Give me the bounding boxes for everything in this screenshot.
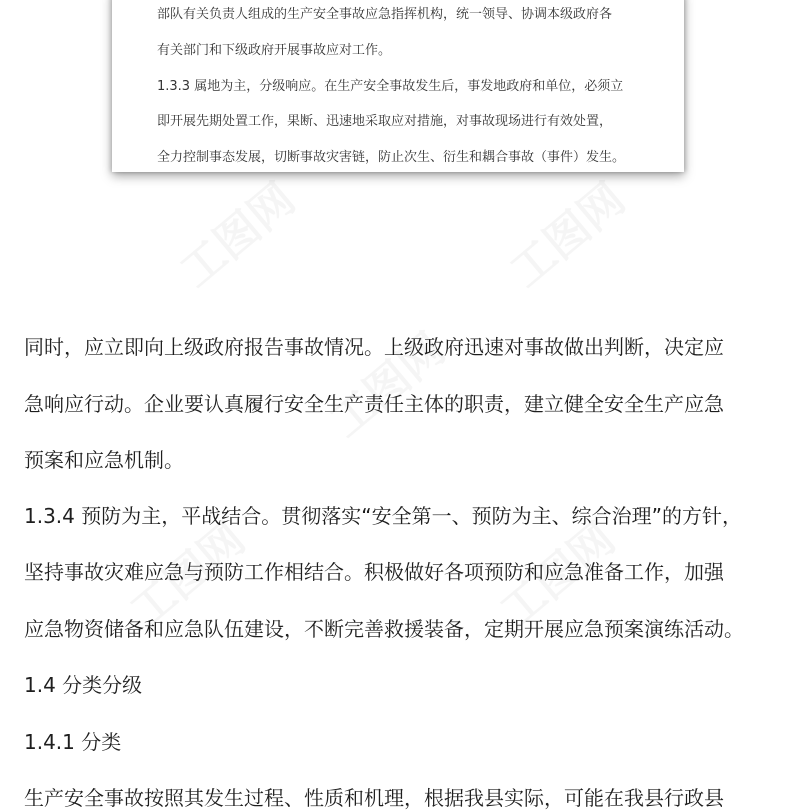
body-line-3: 预案和应急机制。 — [24, 448, 184, 472]
section-heading-1-4: 1.4 分类分级 — [24, 673, 143, 697]
watermark-3: 工图网 — [320, 323, 455, 448]
card-line-3: 1.3.3 属地为主，分级响应。在生产安全事故发生后，事发地政府和单位，必须立 — [157, 79, 624, 94]
body-line-6: 应急物资储备和应急队伍建设，不断完善救援装备，定期开展应急预案演练活动。 — [24, 617, 744, 641]
body-line-9: 生产安全事故按照其发生过程、性质和机理，根据我县实际，可能在我县行政县 — [24, 786, 724, 810]
watermark-1: 工图网 — [170, 173, 305, 298]
watermark-4: 工图网 — [120, 513, 255, 638]
section-heading-1-4-1: 1.4.1 分类 — [24, 730, 122, 754]
watermark-5: 工图网 — [490, 513, 625, 638]
body-line-5: 坚持事故灾难应急与预防工作相结合。积极做好各项预防和应急准备工作，加强 — [24, 560, 724, 584]
card-line-1: 部队有关负责人组成的生产安全事故应急指挥机构，统一领导、协调本级政府各 — [157, 7, 613, 22]
watermark-2: 工图网 — [500, 173, 635, 298]
card-line-5: 全力控制事态发展，切断事故灾害链，防止次生、衍生和耦合事故（事件）发生。 — [157, 150, 626, 165]
body-line-2: 急响应行动。企业要认真履行安全生产责任主体的职责，建立健全安全生产应急 — [24, 392, 724, 416]
section-1-3-4: 1.3.4 预防为主，平战结合。贯彻落实“安全第一、预防为主、综合治理”的方针， — [24, 504, 742, 528]
document-preview-card — [112, 0, 684, 172]
card-line-4: 即开展先期处置工作，果断、迅速地采取应对措施，对事故现场进行有效处置， — [157, 114, 613, 129]
body-line-1: 同时，应立即向上级政府报告事故情况。上级政府迅速对事故做出判断，决定应 — [24, 335, 724, 359]
card-line-2: 有关部门和下级政府开展事故应对工作。 — [157, 43, 392, 58]
